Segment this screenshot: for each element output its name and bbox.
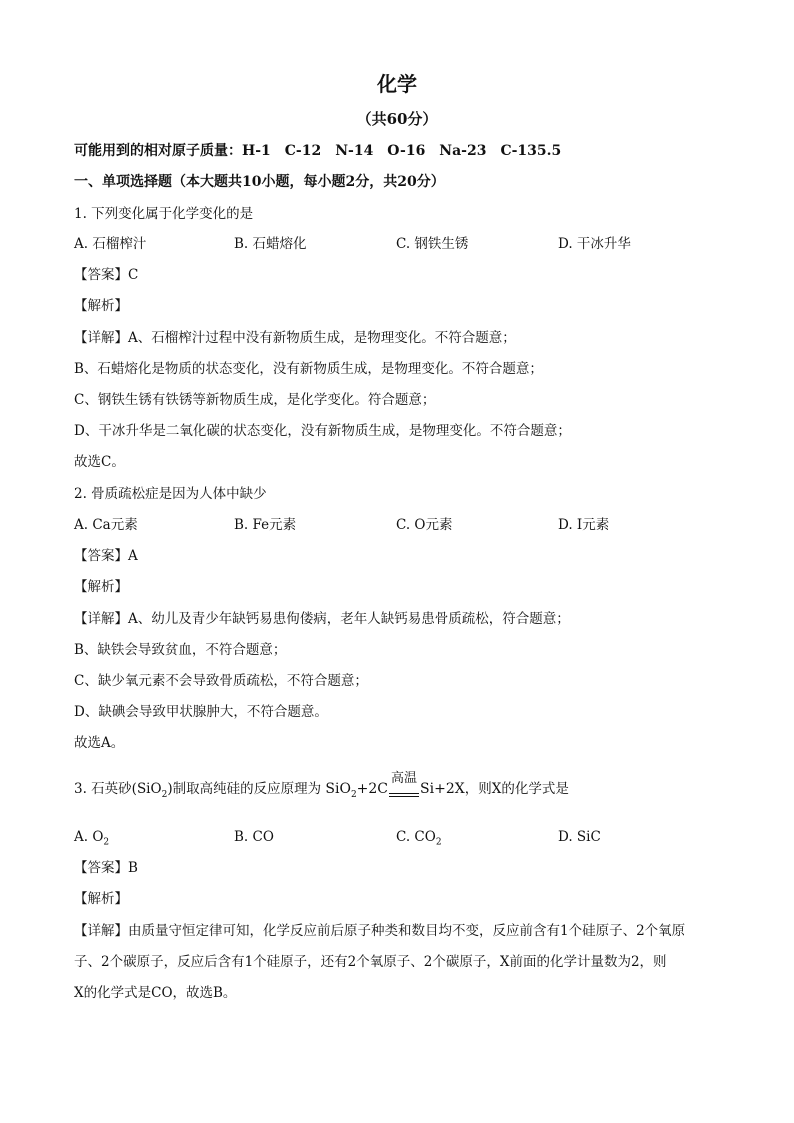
equation-products: Si+2X [420,781,465,797]
reaction-condition: 高温 [391,770,418,786]
q2-option-d: D. I元素 [558,517,610,533]
page-title: 化学 [377,72,417,96]
q1-option-c: C. 钢铁生锈 [396,236,469,252]
q1-conclusion: 故选C。 [74,454,125,470]
question-1-stem: 1. 下列变化属于化学变化的是 [74,206,254,222]
equals-bar-bottom [389,796,419,797]
q1-analysis: 【解析】 [74,298,128,314]
q3-analysis: 【解析】 [74,891,128,907]
q2-option-b: B. Fe元素 [234,517,297,533]
q2-detail-line: D、缺碘会导致甲状腺肿大，不符合题意。 [74,704,328,720]
q1-detail-line: 【详解】A、石榴榨汁过程中没有新物质生成，是物理变化。不符合题意； [74,330,516,346]
q3-option-a: A. $O_2$ [74,829,110,848]
q3-stem-subscript: 2 [161,789,168,800]
q3-option-d: D. SiC [558,829,601,845]
chemical-equation [325,770,465,804]
q3-stem-mid: )制取高纯硅的反应原理为 [167,781,322,798]
q3-answer: 【答案】B [74,860,138,876]
q3-detail-line: 子、2个碳原子，反应后含有1个硅原子，还有2个氧原子、2个碳原子，X前面的化学计量数为2，则 [74,954,667,970]
q1-detail-line: D、干冰升华是二氧化碳的状态变化，没有新物质生成，是物理变化。不符合题意； [74,423,571,439]
q2-answer: 【答案】A [74,548,138,564]
q1-option-a: A. 石榴榨汁 [74,236,147,252]
q3-option-c: C. $CO_2$ [396,829,442,848]
q1-detail-line: B、石蜡熔化是物质的状态变化，没有新物质生成，是物理变化。不符合题意； [74,361,543,377]
equation-reactants: SiO [325,781,351,797]
q2-detail-line: 【详解】A、幼儿及青少年缺钙易患佝偻病，老年人缺钙易患骨质疏松，符合题意； [74,611,570,627]
equation-reactants-rest: +2C [356,781,389,797]
atomic-masses: 可能用到的相对原子质量：H-1 C-12 N-14 O-16 Na-23 C-135.5 [74,143,562,159]
q1-detail-line: C、钢铁生锈有铁锈等新物质生成，是化学变化。符合题意； [74,392,436,408]
q1-option-b: B. 石蜡熔化 [234,236,307,252]
q2-option-c: C. O元素 [396,517,453,533]
q2-detail-line: C、缺少氧元素不会导致骨质疏松，不符合题意； [74,673,368,689]
equation-subscript: 2 [350,789,357,800]
q2-analysis: 【解析】 [74,579,128,595]
q2-conclusion: 故选A。 [74,735,125,751]
q3-option-b: B. CO [234,829,274,845]
q3-detail-line: X的化学式是CO，故选B。 [74,985,237,1001]
reaction-condition-arrow [389,770,419,804]
question-3-stem [74,770,569,804]
q1-option-d: D. 干冰升华 [558,236,631,252]
equals-bar-top [389,793,419,794]
page-subtitle: （共60分） [356,110,438,128]
q2-detail-line: B、缺铁会导致贫血，不符合题意； [74,642,287,658]
q2-option-a: A. Ca元素 [74,517,138,533]
q3-stem-suffix: ，则X的化学式是 [464,781,569,798]
section-heading: 一、单项选择题（本大题共10小题，每小题2分，共20分） [74,174,445,190]
question-2-stem: 2. 骨质疏松症是因为人体中缺少 [74,486,267,502]
q3-detail-line: 【详解】由质量守恒定律可知，化学反应前后原子种类和数目均不变，反应前含有1个硅原子、2个氧原 [74,923,686,939]
q1-answer: 【答案】C [74,267,139,283]
q3-stem-prefix: 3. 石英砂(SiO [74,781,162,798]
